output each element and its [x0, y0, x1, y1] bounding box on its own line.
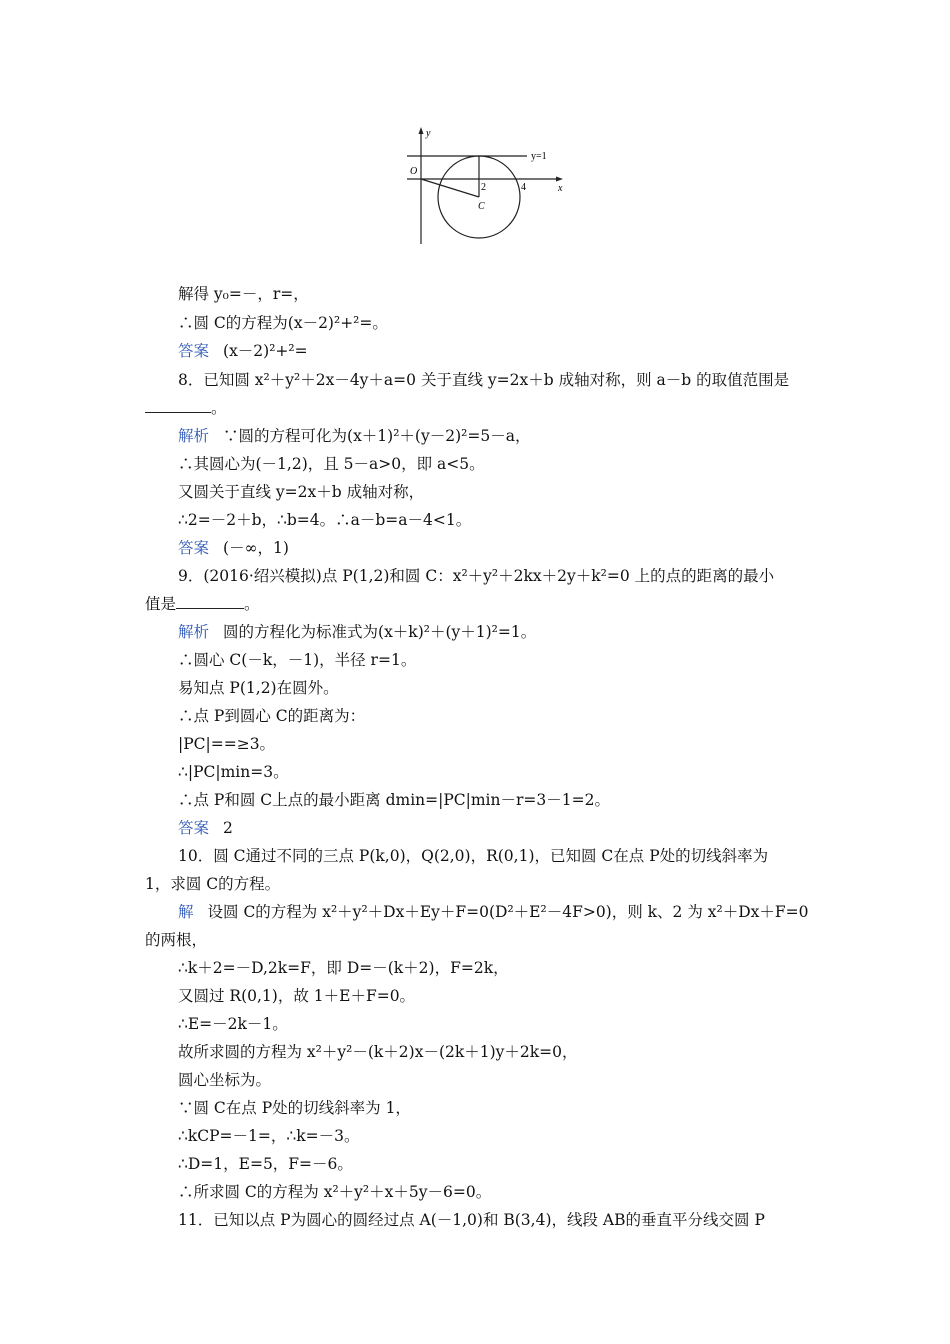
circle-figure	[405, 124, 580, 248]
text-fragment: 。	[211, 399, 227, 417]
text-line: 故所求圆的方程为 x²＋y²－(k＋2)x－(2k＋1)y＋2k=0，	[178, 1043, 578, 1061]
question-line: 9．(2016·绍兴模拟)点 P(1,2)和圆 C：x²＋y²＋2kx＋2y＋k²=0 上的点的距离的最小	[178, 567, 775, 585]
question-line: 11．已知以点 P为圆心的圆经过点 A(－1,0)和 B(3,4)，线段 AB的垂直平分线交圆 P	[178, 1211, 765, 1229]
text-line: 又圆过 R(0,1)，故 1＋E＋F=0。	[178, 987, 416, 1005]
text-line: ∴圆 C的方程为(x－2)²+²=。	[178, 314, 388, 332]
solution-tag: 解	[178, 903, 194, 921]
text-line: ∴D=1，E=5，F=－6。	[178, 1155, 353, 1173]
answer-blank	[145, 398, 211, 413]
tick-4-label: 4	[521, 182, 526, 193]
text-line: 又圆关于直线 y=2x＋b 成轴对称，	[178, 483, 425, 501]
text-fragment: 值是	[145, 595, 177, 613]
text-line: ∴点 P和圆 C上点的最小距离 dmin=|PC|min－r=3－1=2。	[178, 791, 610, 809]
answer-tag: 答案	[178, 342, 210, 360]
text-fragment: 。	[244, 595, 260, 613]
axis-x-label: x	[558, 183, 563, 194]
text-line: ∴|PC|min=3。	[178, 763, 289, 781]
analysis-line	[178, 426, 530, 446]
line-label: y=1	[531, 151, 547, 162]
question-line	[145, 398, 227, 418]
center-label: C	[478, 201, 485, 212]
answer-tag: 答案	[178, 819, 210, 837]
analysis-text: 圆的方程化为标准式为(x＋k)²＋(y＋1)²=1。	[223, 623, 537, 641]
answer-line	[178, 538, 289, 558]
analysis-tag: 解析	[178, 623, 210, 641]
origin-label: O	[410, 166, 418, 177]
text-line: ∴k＋2=－D,2k=F，即 D=－(k＋2)，F=2k，	[178, 959, 509, 977]
question-line	[145, 594, 260, 614]
answer-text: (－∞，1)	[223, 539, 289, 557]
text-line: 易知点 P(1,2)在圆外。	[178, 679, 339, 697]
text-line: 的两根，	[145, 931, 208, 949]
text-line: 解得 y₀=－，r=，	[178, 285, 309, 303]
analysis-line	[178, 622, 536, 642]
text-line: ∴其圆心为(－1,2)，且 5－a>0，即 a<5。	[178, 455, 485, 473]
question-line: 10．圆 C通过不同的三点 P(k,0)，Q(2,0)，R(0,1)，已知圆 C在点 P处的切线斜率为	[178, 847, 769, 865]
tick-2-label: 2	[481, 182, 486, 193]
answer-blank	[176, 594, 244, 609]
analysis-tag: 解析	[178, 427, 210, 445]
text-line: ∴点 P到圆心 C的距离为：	[178, 707, 366, 725]
text-line: |PC|==≥3。	[178, 735, 276, 753]
question-line: 8．已知圆 x²＋y²＋2x－4y＋a=0 关于直线 y=2x＋b 成轴对称，则 a－b 的取值范围是	[178, 371, 790, 389]
text-line: ∴所求圆 C的方程为 x²＋y²＋x＋5y－6=0。	[178, 1183, 492, 1201]
answer-line	[178, 341, 308, 361]
answer-tag: 答案	[178, 539, 210, 557]
solution-line	[178, 902, 809, 922]
text-line: ∴2=－2＋b，∴b=4。∴a－b=a－4<1。	[178, 511, 472, 529]
text-line: ∴圆心 C(－k，－1)，半径 r=1。	[178, 651, 417, 669]
text-line: ∴kCP=－1=，∴k=－3。	[178, 1127, 360, 1145]
answer-text: 2	[223, 819, 233, 837]
text-line: ∴E=－2k－1。	[178, 1015, 288, 1033]
answer-text: (x－2)²+²=	[223, 342, 308, 360]
axis-y-label: y	[426, 128, 431, 139]
analysis-text: ∵圆的方程可化为(x＋1)²＋(y－2)²=5－a，	[223, 427, 531, 445]
solution-text: 设圆 C的方程为 x²＋y²＋Dx＋Ey＋F=0(D²＋E²－4F>0)，则 k、2 为 x²＋Dx＋F=0	[207, 903, 809, 921]
text-line: 圆心坐标为。	[178, 1071, 272, 1089]
question-line: 1，求圆 C的方程。	[145, 875, 281, 893]
text-line: ∵圆 C在点 P处的切线斜率为 1，	[178, 1099, 411, 1117]
answer-line	[178, 818, 233, 838]
